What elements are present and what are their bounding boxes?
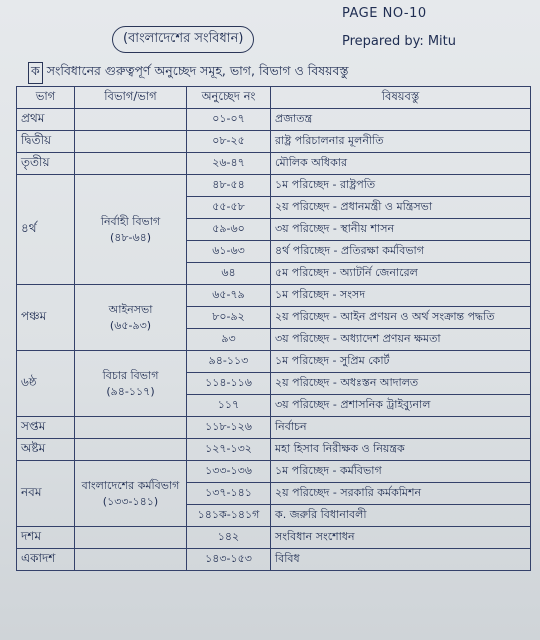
article-range: ৬১-৬৩: [187, 241, 271, 263]
part-cell: ৬ষ্ঠ: [17, 351, 75, 417]
division-name: নির্বাহী বিভাগ: [100, 215, 161, 229]
division-range: (৬৫-৯৩): [109, 318, 152, 332]
table-header-row: [17, 87, 531, 109]
col-header-division: বিভাগ/ভাগ: [75, 87, 187, 109]
subject-cell: ৪র্থ পরিচ্ছেদ - প্রতিরক্ষা কর্মবিভাগ: [271, 241, 531, 263]
article-range: ৯৩: [187, 329, 271, 351]
subject-cell: ২য় পরিচ্ছেদ - অধঃস্তন আদালত: [271, 373, 531, 395]
prepared-by: Prepared by: Mitu: [342, 34, 457, 49]
part-cell: দ্বিতীয়: [17, 131, 75, 153]
division-name: বাংলাদেশের কর্মবিভাগ: [81, 479, 180, 493]
division-range: (৯৪-১১৭): [106, 384, 155, 398]
subject-cell: ২য় পরিচ্ছেদ - সরকারি কর্মকমিশন: [271, 483, 531, 505]
subject-cell: মৌলিক অধিকার: [271, 153, 531, 175]
division-cell: [75, 527, 187, 549]
division-range: (১৩৩-১৪১): [102, 494, 159, 508]
division-cell: [75, 417, 187, 439]
division-cell: [75, 131, 187, 153]
subject-cell: ১ম পরিচ্ছেদ - কর্মবিভাগ: [271, 461, 531, 483]
subject-cell: ৫ম পরিচ্ছেদ - অ্যাটর্নি জেনারেল: [271, 263, 531, 285]
division-cell: [75, 109, 187, 131]
division-cell: [75, 461, 187, 527]
article-range: ৫৫-৫৮: [187, 197, 271, 219]
article-range: ১১৮-১২৬: [187, 417, 271, 439]
division-cell: [75, 175, 187, 285]
article-range: ১১৭: [187, 395, 271, 417]
table-heading: [28, 62, 349, 84]
part-cell: নবম: [17, 461, 75, 527]
table-row: [17, 527, 531, 549]
subject-cell: ৩য় পরিচ্ছেদ - প্রশাসনিক ট্রাইব্যুনাল: [271, 395, 531, 417]
subject-cell: ২য় পরিচ্ছেদ - আইন প্রণয়ন ও অর্থ সংক্রান্ত পদ্ধতি: [271, 307, 531, 329]
article-range: ৬৪: [187, 263, 271, 285]
article-range: ১৩৭-১৪১: [187, 483, 271, 505]
table-row: [17, 285, 531, 307]
subject-cell: ক. জরুরি বিধানাবলী: [271, 505, 531, 527]
part-cell: পঞ্চম: [17, 285, 75, 351]
article-range: ১৪৩-১৫৩: [187, 549, 271, 571]
part-cell: প্রথম: [17, 109, 75, 131]
subject-cell: নির্বাচন: [271, 417, 531, 439]
division-cell: [75, 549, 187, 571]
division-cell: [75, 439, 187, 461]
part-cell: একাদশ: [17, 549, 75, 571]
subject-cell: বিবিধ: [271, 549, 531, 571]
page-title: (বাংলাদেশের সংবিধান): [112, 26, 254, 53]
article-range: ০৮-২৫: [187, 131, 271, 153]
article-range: ৫৯-৬০: [187, 219, 271, 241]
subject-cell: ৩য় পরিচ্ছেদ - অধ্যাদেশ প্রণয়ন ক্ষমতা: [271, 329, 531, 351]
subject-cell: সংবিধান সংশোধন: [271, 527, 531, 549]
col-header-part: ভাগ: [17, 87, 75, 109]
table-row: [17, 417, 531, 439]
col-header-subject: বিষয়বস্তু: [271, 87, 531, 109]
article-range: ৯৪-১১৩: [187, 351, 271, 373]
division-range: (৪৮-৬৪): [109, 230, 152, 244]
subject-cell: ১ম পরিচ্ছেদ - সুপ্রিম কোর্ট: [271, 351, 531, 373]
table-row: [17, 549, 531, 571]
constitution-table: [16, 86, 531, 571]
article-range: ৮০-৯২: [187, 307, 271, 329]
subject-cell: ৩য় পরিচ্ছেদ - স্থানীয় শাসন: [271, 219, 531, 241]
division-cell: [75, 285, 187, 351]
article-range: ২৬-৪৭: [187, 153, 271, 175]
part-cell: তৃতীয়: [17, 153, 75, 175]
part-cell: দশম: [17, 527, 75, 549]
division-cell: [75, 351, 187, 417]
article-range: ১১৪-১১৬: [187, 373, 271, 395]
article-range: ১৩৩-১৩৬: [187, 461, 271, 483]
table-row: [17, 351, 531, 373]
part-cell: অষ্টম: [17, 439, 75, 461]
article-range: ১৪২: [187, 527, 271, 549]
article-range: ৬৫-৭৯: [187, 285, 271, 307]
subject-cell: মহা হিসাব নিরীক্ষক ও নিয়ন্ত্রক: [271, 439, 531, 461]
subject-cell: ২য় পরিচ্ছেদ - প্রধানমন্ত্রী ও মন্ত্রিসভা: [271, 197, 531, 219]
part-cell: ৪র্থ: [17, 175, 75, 285]
col-header-articles: অনুচ্ছেদ নং: [187, 87, 271, 109]
heading-mark: ক: [28, 62, 43, 84]
table-row: [17, 461, 531, 483]
heading-text: সংবিধানের গুরুত্বপূর্ণ অনুচ্ছেদ সমূহ, ভাগ, বিভাগ ও বিষয়বস্তু: [46, 63, 349, 78]
subject-cell: রাষ্ট্র পরিচালনার মূলনীতি: [271, 131, 531, 153]
article-range: ১৪১ক-১৪১গ: [187, 505, 271, 527]
subject-cell: ১ম পরিচ্ছেদ - সংসদ: [271, 285, 531, 307]
subject-cell: প্রজাতন্ত্র: [271, 109, 531, 131]
subject-cell: ১ম পরিচ্ছেদ - রাষ্ট্রপতি: [271, 175, 531, 197]
table-row: [17, 175, 531, 197]
article-range: ৪৮-৫৪: [187, 175, 271, 197]
article-range: ১২৭-১৩২: [187, 439, 271, 461]
table-row: [17, 153, 531, 175]
division-name: বিচার বিভাগ: [102, 369, 159, 383]
page-number: PAGE NO-10: [342, 6, 427, 21]
part-cell: সপ্তম: [17, 417, 75, 439]
table-row: [17, 439, 531, 461]
division-name: আইনসভা: [108, 303, 153, 317]
table-row: [17, 109, 531, 131]
division-cell: [75, 153, 187, 175]
article-range: ০১-০৭: [187, 109, 271, 131]
table-row: [17, 131, 531, 153]
